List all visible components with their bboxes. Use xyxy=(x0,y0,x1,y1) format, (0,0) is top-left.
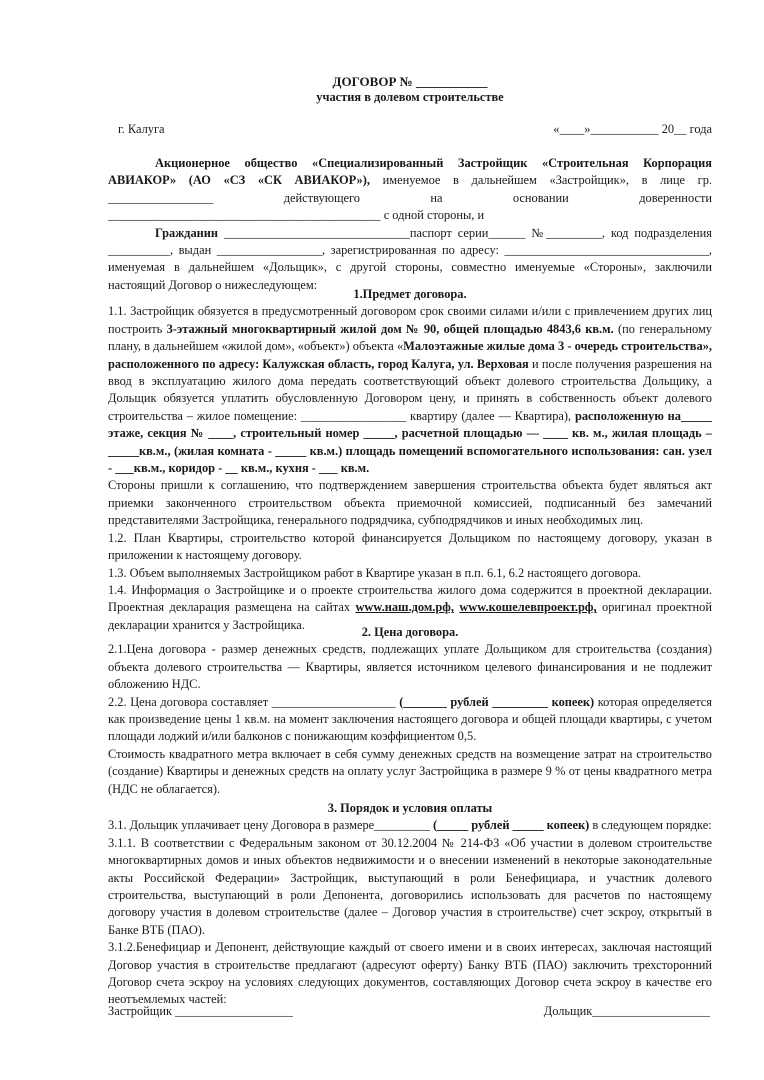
text-run: 3-этажный многоквартирный жилой дом № 90, общей площадью 4843,6 кв.м. xyxy=(166,321,614,336)
paragraph xyxy=(108,303,712,477)
section-price xyxy=(108,624,712,798)
preamble xyxy=(108,155,712,294)
paragraph xyxy=(108,565,712,582)
section-heading: 1.Предмет договора. xyxy=(353,287,467,301)
paragraph xyxy=(108,835,712,939)
text-run: 3.1.1. В соответствии с Федеральным законом от 30.12.2004 № 214-ФЗ «Об участии в долевом строительстве многоквартирных домов и иных объектов недвижимости и о внесении изменений в некоторые законодательные акты Российской Федерации» Застройщик, выступающий в роли Бенефициара, и участник долевого строительства, выступающий в роли Депонента, договорились использовать для расчетов по настоящему договору участия в долевом строительстве (далее – Договор участия в строительстве) счет эскроу, открытый в Банке ВТБ (ПАО). xyxy=(108,835,712,937)
text-run: ______________________________паспорт серии______ №_________, код подразделения __________, выдан _________________, зарегистрированная по адресу: _________________________________, именуемая в дальнейшем «Дольщик», с другой стороны, совместно именуемые «Стороны», заключили настоящий Договор о нижеследующем: xyxy=(108,225,712,292)
text-run: (_______ рублей _________ копеек) xyxy=(399,694,595,709)
shareholder-signature: Дольщик___________________ xyxy=(543,1004,710,1018)
text-run: оригинал проектной декларации хранится у Застройщика. xyxy=(108,600,712,632)
text-run: в следующем порядке: xyxy=(589,818,712,833)
text-run: 3.1.2.Бенефициар и Депонент, действующие каждый от своего имени и в своих интересах, заключая настоящий Договор участия в строительстве предлагают (адресуют оферту) Банку ВТБ (ПАО) заключить трехсторонний Договор счета эскроу на условиях следующих документов, составляющих Договор счета эскроу в качестве его неотъемлемых частей: xyxy=(108,940,712,1007)
document-title: ДОГОВОР № ___________ xyxy=(332,74,488,89)
website-link[interactable]: www.наш.дом.рф, xyxy=(355,600,454,615)
section-payment xyxy=(108,800,712,1009)
paragraph xyxy=(108,477,712,529)
text-run: Стороны пришли к соглашению, что подтверждением завершения строительства объекта будет являться акт приемки законченного строительством объекта приемочной комиссией, подписанный без замечаний представителями Застройщика, генерального подрядчика, субподрядчиков и иных необходимых лиц. xyxy=(108,478,712,528)
text-run: Акционерное общество «Специализированный Застройщик «Строительная Корпорация АВИАКОР» (АО «СЗ «СК АВИАКОР»), xyxy=(108,156,712,188)
text-run: и после получения разрешения на ввод в эксплуатацию жилого дома передать соответствующий объект долевого строительства Дольщику, а Дольщик обязуется уплатить обусловленную Договором цену, и принять в собственность объект долевого строительства – жилое помещение: _________________ квартиру (далее — Квартира), xyxy=(108,356,712,423)
city: г. Калуга xyxy=(118,122,165,136)
paragraph xyxy=(108,155,712,225)
section-heading: 3. Порядок и условия оплаты xyxy=(327,801,493,815)
text-run: Стоимость квадратного метра включает в себя сумму денежных средств на возмещение затрат на строительство (создание) Квартиры и денежных средств на оплату услуг Застройщика в размере 9 % от цены квадратного метра (НДС не облагается). xyxy=(108,746,712,796)
contract-date: «____»___________ 20__ года xyxy=(553,122,712,136)
text-run: Малоэтажные жилые дома 3 - очередь строительства», расположенного по адресу: Калужская область, город Калуга, ул. Верховая xyxy=(108,339,712,371)
text-run: 1.2. План Квартиры, строительство которой финансируется Дольщиком по настоящему договору, указан в приложении к настоящему договору. xyxy=(108,530,712,563)
text-run: Гражданин xyxy=(155,225,219,240)
website-link[interactable]: www.кошелевпроект.рф, xyxy=(459,600,597,615)
developer-signature: Застройщик ___________________ xyxy=(108,1004,293,1018)
section-heading: 2. Цена договора. xyxy=(361,625,459,639)
text-run: именуемое в дальнейшем «Застройщик», в лице гр. _________________ действующего на основании доверенности ____________________________________________ с одной стороны, и xyxy=(108,173,713,223)
text-run: которая определяется как произведение цены 1 кв.м. на момент заключения настоящего договора и общей площади квартиры, с учетом площади лоджий и/или балконов с понижающим коэффициентом 0,5. xyxy=(108,694,712,744)
text-run: (_____ рублей _____ копеек) xyxy=(433,818,590,833)
paragraph xyxy=(108,641,712,693)
text-run: 3.1. Дольщик уплачивает цену Договора в размере_________ xyxy=(108,818,434,833)
paragraph xyxy=(108,530,712,565)
text-run: 1.4. Информация о Застройщике и о проекте строительства жилого дома содержится в проектной декларации. Проектная декларация размещена на сайтах xyxy=(108,582,712,615)
paragraph xyxy=(108,694,712,746)
text-run: расположенную на_____ этаже, секция № ____, строительный номер _____, расчетной площадью — ____ кв. м., жилая площадь – _____кв.м., (жилая комната - _____ кв.м.) площадь помещений вспомогательного использования: сан. узел - ___кв.м., коридор - __ кв.м., кухня - ___ кв.м. xyxy=(108,408,712,476)
document-subtitle: участия в долевом строительстве xyxy=(316,90,504,104)
section-subject xyxy=(108,286,712,634)
paragraph xyxy=(108,939,712,1009)
text-run: (по генеральному плану, в дальнейшем «жилой дом», «объект») объекта « xyxy=(108,321,713,354)
paragraph xyxy=(108,746,712,798)
text-run: 1.1. Застройщик обязуется в предусмотренный договором срок своими силами и/или с привлечением других лиц построить xyxy=(108,304,712,336)
paragraph xyxy=(108,225,712,295)
text-run: 2.2. Цена договора составляет ____________________ xyxy=(108,694,400,709)
text-run: 2.1.Цена договора - размер денежных средств, подлежащих уплате Дольщиком для строительства (создания) объекта долевого строительства — Квартиры, является источником целевого финансирования и не подлежит обложению НДС. xyxy=(108,642,712,692)
text-run: 1.3. Объем выполняемых Застройщиком работ в Квартире указан в п.п. 6.1, 6.2 настоящего договора. xyxy=(108,565,642,580)
paragraph xyxy=(108,817,712,834)
